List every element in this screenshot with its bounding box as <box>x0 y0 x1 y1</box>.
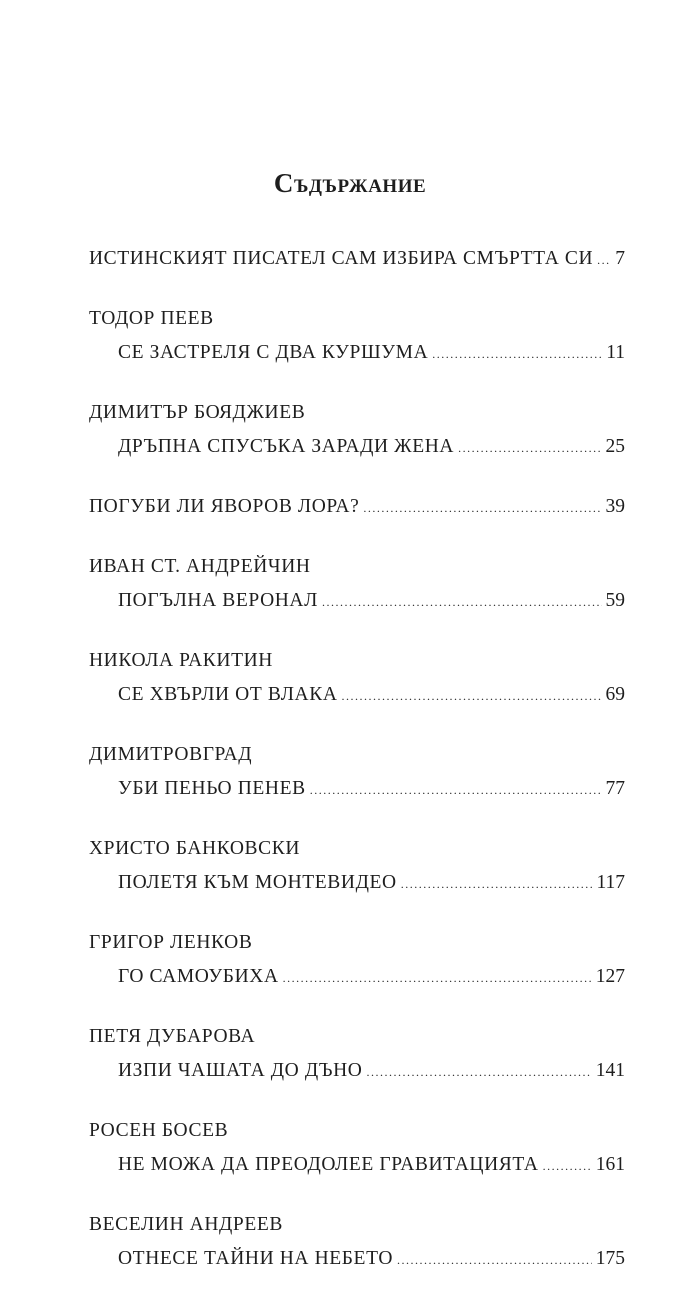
toc-page-number: 141 <box>595 1060 625 1081</box>
toc-line <box>89 336 625 371</box>
dot-leader <box>458 431 601 465</box>
toc-entry <box>89 832 625 901</box>
toc-entry <box>89 396 625 465</box>
dot-leader <box>397 1243 592 1277</box>
toc-entry-title: ПОГЪЛНА ВЕРОНАЛ <box>118 590 318 611</box>
toc-line <box>89 1114 625 1148</box>
toc-line <box>89 302 625 336</box>
toc-entry-author: ПЕТЯ ДУБАРОВА <box>89 1026 256 1047</box>
toc-line <box>89 866 625 901</box>
toc-entry <box>89 550 625 619</box>
toc-entry <box>89 242 625 277</box>
toc-entry-author: ВЕСЕЛИН АНДРЕЕВ <box>89 1214 283 1235</box>
toc-entry <box>89 926 625 995</box>
toc-line <box>89 644 625 678</box>
toc-line <box>89 738 625 772</box>
toc-entry-author: ДИМИТРОВГРАД <box>89 744 253 765</box>
toc-entry-author: ДИМИТЪР БОЯДЖИЕВ <box>89 402 306 423</box>
toc-line <box>89 550 625 584</box>
dot-leader <box>543 1149 592 1183</box>
toc-line <box>89 926 625 960</box>
toc-entry-title: ПОГУБИ ЛИ ЯВОРОВ ЛОРА? <box>89 496 360 517</box>
toc-entry <box>89 1114 625 1183</box>
toc-entry <box>89 302 625 371</box>
toc-entry-title: ИЗПИ ЧАШАТА ДО ДЪНО <box>118 1060 363 1081</box>
toc-line <box>89 1242 625 1277</box>
toc-entry <box>89 1020 625 1089</box>
toc-line <box>89 678 625 713</box>
toc-line <box>89 1148 625 1183</box>
toc-page-number: 59 <box>605 590 625 611</box>
toc-page-number: 77 <box>605 778 625 799</box>
toc-page-number: 161 <box>595 1154 625 1175</box>
toc-entry-title: ГО САМОУБИХА <box>118 966 279 987</box>
dot-leader <box>366 1055 591 1089</box>
toc-entry-author: РОСЕН БОСЕВ <box>89 1120 229 1141</box>
toc-page-number: 69 <box>605 684 625 705</box>
dot-leader <box>310 773 602 807</box>
toc-page-number: 11 <box>606 342 625 363</box>
toc-line <box>89 1208 625 1242</box>
toc-entry-author: ГРИГОР ЛЕНКОВ <box>89 932 253 953</box>
toc-entry-title: НЕ МОЖА ДА ПРЕОДОЛЕЕ ГРАВИТАЦИЯТА <box>118 1154 539 1175</box>
toc-entry-title: ОТНЕСЕ ТАЙНИ НА НЕБЕТО <box>118 1248 394 1269</box>
dot-leader <box>342 679 602 713</box>
toc-line <box>89 396 625 430</box>
toc-page-number: 175 <box>595 1248 625 1269</box>
page-title: Съдържание <box>273 168 427 198</box>
toc-page-number: 25 <box>605 436 625 457</box>
toc-page-number: 117 <box>596 872 625 893</box>
toc-entry-author: ТОДОР ПЕЕВ <box>89 308 214 329</box>
toc-page-number: 7 <box>615 248 625 269</box>
toc-entry-author: НИКОЛА РАКИТИН <box>89 650 273 671</box>
toc-entry <box>89 490 625 525</box>
toc-entry <box>89 738 625 807</box>
toc-page-number: 127 <box>595 966 625 987</box>
toc-page-number: 39 <box>605 496 625 517</box>
toc-entry-title: СЕ ХВЪРЛИ ОТ ВЛАКА <box>118 684 338 705</box>
toc-line <box>89 242 625 277</box>
dot-leader <box>322 585 602 619</box>
toc-line <box>89 832 625 866</box>
toc-entry <box>89 644 625 713</box>
table-of-contents <box>89 242 625 1302</box>
toc-line <box>89 1054 625 1089</box>
toc-line <box>89 490 625 525</box>
dot-leader <box>432 337 602 371</box>
dot-leader <box>597 243 611 277</box>
toc-entry-title: ИСТИНСКИЯТ ПИСАТЕЛ САМ ИЗБИРА СМЪРТТА СИ <box>89 248 594 269</box>
toc-entry-title: ПОЛЕТЯ КЪМ МОНТЕВИДЕО <box>118 872 397 893</box>
toc-line <box>89 772 625 807</box>
dot-leader <box>363 491 601 525</box>
toc-line <box>89 430 625 465</box>
toc-entry <box>89 1208 625 1277</box>
toc-line <box>89 584 625 619</box>
toc-entry-title: УБИ ПЕНЬО ПЕНЕВ <box>118 778 306 799</box>
toc-entry-title: ДРЪПНА СПУСЪКА ЗАРАДИ ЖЕНА <box>118 436 455 457</box>
toc-entry-author: ХРИСТО БАНКОВСКИ <box>89 838 301 859</box>
toc-entry-title: СЕ ЗАСТРЕЛЯ С ДВА КУРШУМА <box>118 342 429 363</box>
toc-entry-author: ИВАН СТ. АНДРЕЙЧИН <box>89 556 311 577</box>
dot-leader <box>401 867 593 901</box>
toc-line <box>89 1020 625 1054</box>
dot-leader <box>283 961 592 995</box>
toc-line <box>89 960 625 995</box>
